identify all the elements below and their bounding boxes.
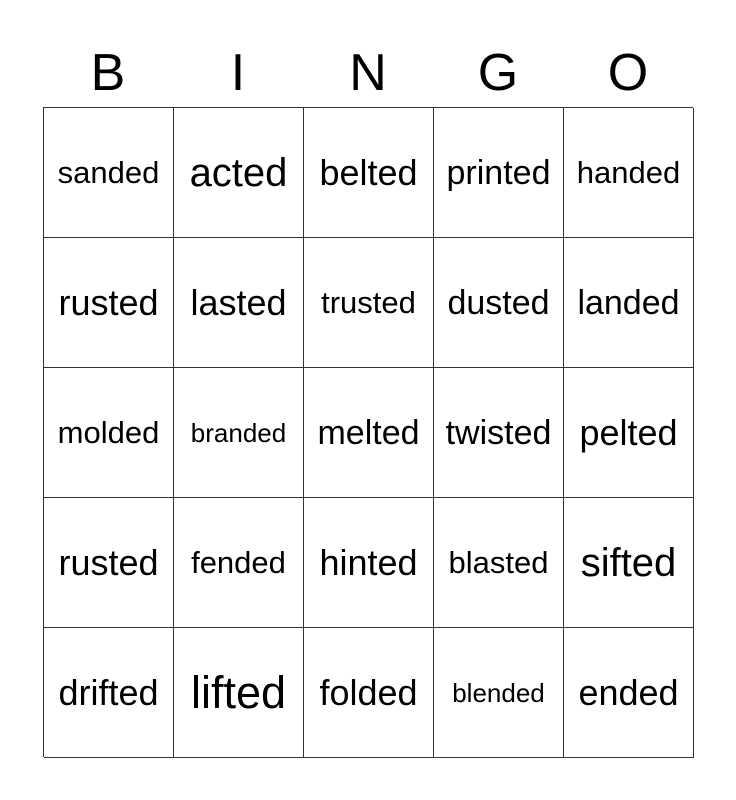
bingo-cell[interactable]: lifted bbox=[174, 628, 304, 758]
bingo-cell[interactable]: hinted bbox=[304, 498, 434, 628]
header-letter-i: I bbox=[230, 44, 246, 102]
bingo-cell[interactable]: sanded bbox=[44, 108, 174, 238]
bingo-cell[interactable]: ended bbox=[564, 628, 694, 758]
header-letter-n: N bbox=[349, 44, 387, 102]
bingo-cell[interactable]: trusted bbox=[304, 238, 434, 368]
header-letter-b: B bbox=[90, 44, 126, 102]
bingo-cell[interactable]: rusted bbox=[44, 498, 174, 628]
bingo-cell[interactable]: printed bbox=[434, 108, 564, 238]
bingo-cell[interactable]: pelted bbox=[564, 368, 694, 498]
bingo-header bbox=[43, 40, 693, 106]
bingo-cell[interactable]: blasted bbox=[434, 498, 564, 628]
bingo-cell[interactable]: blended bbox=[434, 628, 564, 758]
bingo-cell[interactable]: belted bbox=[304, 108, 434, 238]
bingo-cell[interactable]: landed bbox=[564, 238, 694, 368]
bingo-cell[interactable]: lasted bbox=[174, 238, 304, 368]
bingo-cell[interactable]: melted bbox=[304, 368, 434, 498]
bingo-cell[interactable]: twisted bbox=[434, 368, 564, 498]
bingo-cell[interactable]: acted bbox=[174, 108, 304, 238]
bingo-cell[interactable]: dusted bbox=[434, 238, 564, 368]
bingo-cell[interactable]: sifted bbox=[564, 498, 694, 628]
header-letter-o: O bbox=[607, 44, 649, 102]
bingo-cell[interactable]: drifted bbox=[44, 628, 174, 758]
bingo-cell[interactable]: molded bbox=[44, 368, 174, 498]
bingo-card-grid bbox=[43, 107, 693, 757]
bingo-cell[interactable]: rusted bbox=[44, 238, 174, 368]
bingo-cell[interactable]: folded bbox=[304, 628, 434, 758]
bingo-cell[interactable]: handed bbox=[564, 108, 694, 238]
bingo-cell[interactable]: branded bbox=[174, 368, 304, 498]
header-letter-g: G bbox=[477, 44, 519, 102]
bingo-cell[interactable]: fended bbox=[174, 498, 304, 628]
